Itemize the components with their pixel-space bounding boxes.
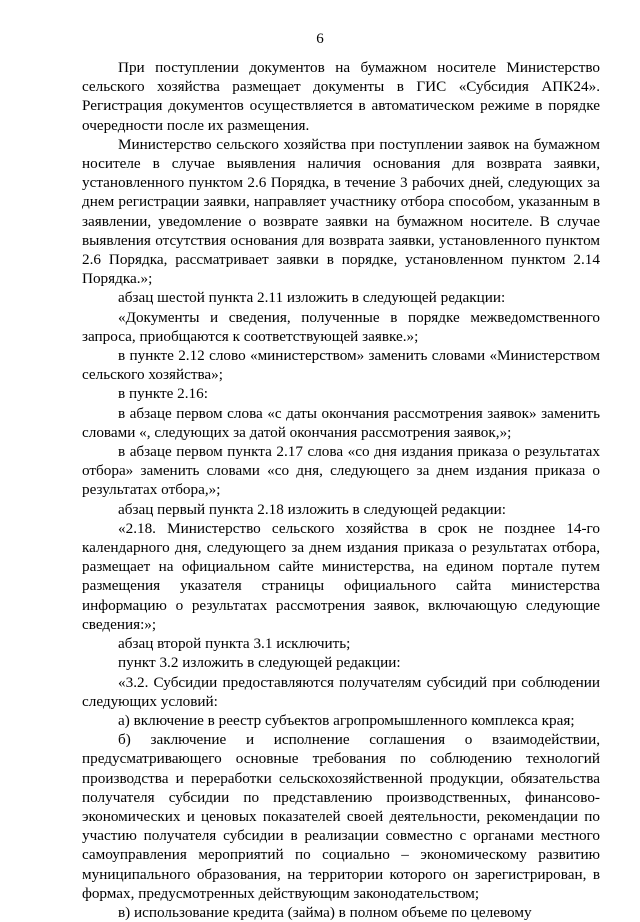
- paragraph: в пункте 2.12 слово «министерством» заменить словами «Министерством сельского хозяйства»;: [82, 347, 600, 384]
- paragraph: пункт 3.2 изложить в следующей редакции:: [118, 654, 401, 672]
- paragraph: «Документы и сведения, полученные в порядке межведомственного запроса, приобщаются к соответствующей заявке.»;: [82, 308, 600, 345]
- paragraph: При поступлении документов на бумажном носителе Министерство сельского хозяйства размещает документы в ГИС «Субсидия АПК24». Регистрация документов осуществляется в автоматическом режиме в порядке очередности после их размещения.: [82, 59, 600, 134]
- paragraph: абзац первый пункта 2.18 изложить в следующей редакции:: [118, 500, 506, 518]
- paragraph: в пункте 2.16:: [118, 385, 208, 403]
- paragraph: абзац шестой пункта 2.11 изложить в следующей редакции:: [118, 289, 506, 307]
- document-body: [82, 58, 600, 922]
- paragraph: Министерство сельского хозяйства при поступлении заявок на бумажном носителе в случае выявления наличия основания для возврата заявки, установленного пунктом 2.6 Порядка, в течение 3 рабочих дней, следующих за днем регистрации заявки, направляет участнику отбора способом, указанным в заявлении, уведомление о возврате заявки на бумажном носителе. В случае выявления отсутствия основания для возврата заявки, установленного пунктом 2.6 Порядка, рассматривает заявки в порядке, установленном пунктом 2.14 Порядка.»;: [82, 135, 600, 288]
- paragraph: б) заключение и исполнение соглашения о взаимодействии, предусматривающего основные требования по соблюдению технологий производства и переработки сельскохозяйственной продукции, обязательства получателя субсидии по представлению производственных, финансово-экономических и ценовых показателей своей деятельности, рекомендации по участию получателя субсидии в реализации совместно с органами местного самоуправления мероприятий по социально – экономическому развитию муниципального образования, на территории которого он зарегистрирован, в формах, предусмотренных действующим законодательством;: [82, 731, 600, 902]
- paragraph: а) включение в реестр субъектов агропромышленного комплекса края;: [118, 711, 575, 729]
- paragraph: «3.2. Субсидии предоставляются получателям субсидий при соблюдении следующих условий:: [82, 673, 600, 710]
- paragraph: абзац второй пункта 3.1 исключить;: [118, 635, 351, 653]
- paragraph: в абзаце первом слова «с даты окончания рассмотрения заявок» заменить словами «, следующих за датой окончания рассмотрения заявок,»;: [82, 404, 600, 441]
- paragraph: «2.18. Министерство сельского хозяйства в срок не позднее 14-го календарного дня, следующего за днем издания приказа о результатах отбора, размещает на официальном сайте министерства, на едином портале путем размещения указателя страницы официального сайта министерства информацию о результатах рассмотрения заявок, включающую следующие сведения:»;: [82, 519, 600, 633]
- paragraph: в абзаце первом пункта 2.17 слова «со дня издания приказа о результатах отбора» заменить словами «со дня, следующего за днем издания приказа о результатах отбора,»;: [82, 443, 600, 499]
- paragraph: в) использование кредита (займа) в полном объеме по целевому: [118, 903, 532, 921]
- page-number: 6: [316, 31, 324, 47]
